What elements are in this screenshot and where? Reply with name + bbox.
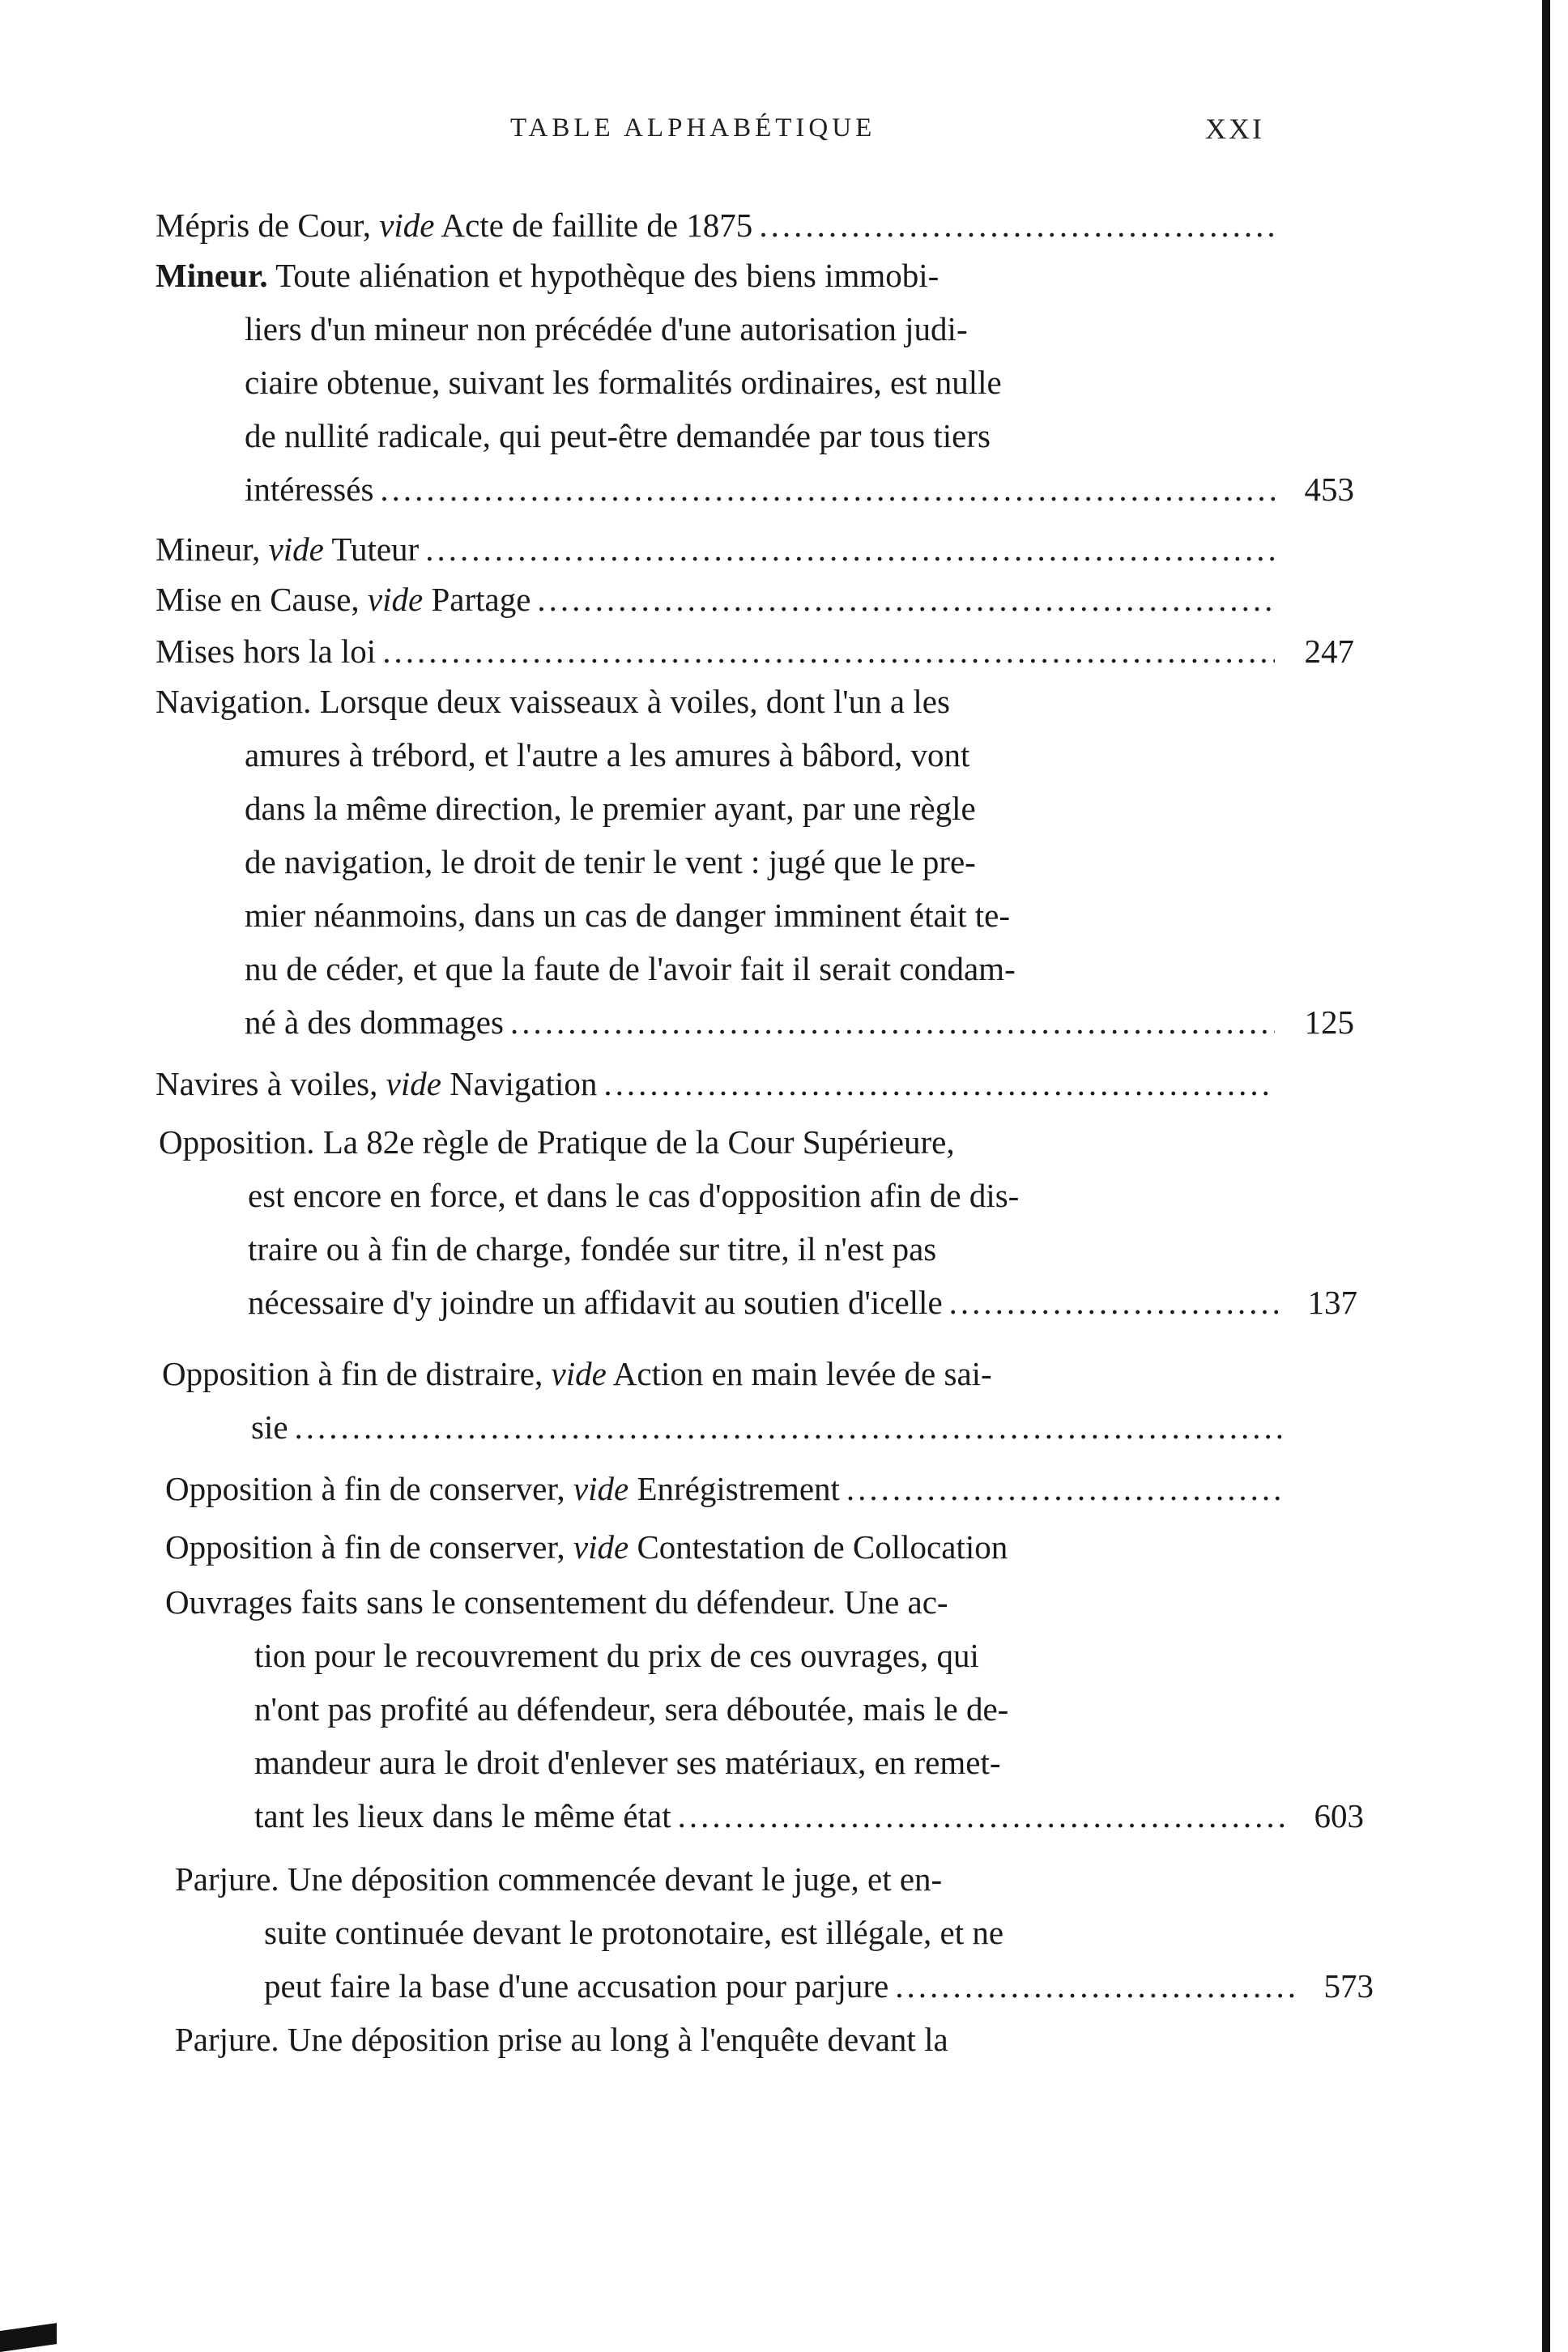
entry-text: Une déposition commencée devant le juge, et en- xyxy=(279,1860,943,1898)
entry-line xyxy=(156,1057,1354,1110)
dot-leader xyxy=(380,462,1275,516)
entry-text: Mineur, xyxy=(156,530,269,568)
entry-text: Contestation de Collocation xyxy=(628,1528,1008,1566)
entry-text: Mises hors la loi xyxy=(156,633,377,670)
index-entry xyxy=(156,198,1354,252)
entry-line xyxy=(162,1400,1361,1454)
entry-text: né à des dommages xyxy=(245,1003,504,1041)
dot-leader xyxy=(382,624,1275,678)
entry-line: dans la même direction, le premier ayant, par une règle xyxy=(245,790,976,827)
vide-reference: vide xyxy=(367,581,424,618)
entry-line: est encore en force, et dans le cas d'opposition afin de dis- xyxy=(248,1177,1020,1214)
index-entry xyxy=(156,573,1354,626)
entry-text: Action en main levée de sai- xyxy=(606,1355,992,1392)
entry-text: Navigation xyxy=(441,1065,598,1102)
entry-heading: Parjure. xyxy=(175,1860,279,1898)
entry-text: Une ac- xyxy=(835,1583,948,1621)
dot-leader xyxy=(537,573,1275,626)
entry-heading: Ouvrages faits sans le consentement du défendeur. xyxy=(165,1583,836,1621)
entry-line: de nullité radicale, qui peut-être demandée par tous tiers xyxy=(245,417,991,454)
dot-leader xyxy=(678,1789,1285,1843)
entry-line: mandeur aura le droit d'enlever ses matériaux, en remet- xyxy=(254,1744,1001,1781)
index-entry xyxy=(156,675,1354,1049)
entry-page-number: 573 xyxy=(1323,1967,1374,2005)
entry-line xyxy=(159,1115,1357,1169)
entry-page-number: 453 xyxy=(1304,471,1354,508)
index-entry xyxy=(162,1347,1361,1454)
entry-text: Mise en Cause, xyxy=(156,581,368,618)
dot-leader xyxy=(846,1462,1285,1515)
entry-text: Une déposition prise au long à l'enquête devant la xyxy=(279,2021,948,2058)
dot-leader xyxy=(949,1276,1278,1329)
entry-line xyxy=(175,1959,1374,2013)
entry-text: Mépris de Cour, xyxy=(156,207,380,244)
entry-text: intéressés xyxy=(245,471,374,508)
entry-page-number: 603 xyxy=(1314,1797,1364,1834)
page-header xyxy=(0,113,1568,162)
entry-line: traire ou à fin de charge, fondée sur titre, il n'est pas xyxy=(248,1230,937,1268)
entry-line xyxy=(175,2013,1374,2066)
entry-text: Opposition à fin de conserver, xyxy=(165,1470,573,1507)
entry-page-number: 247 xyxy=(1304,633,1354,670)
vide-reference: vide xyxy=(551,1355,607,1392)
entry-heading: Parjure. xyxy=(175,2021,279,2058)
entry-heading: Navigation. xyxy=(156,683,312,720)
entry-line: mier néanmoins, dans un cas de danger imminent était te- xyxy=(245,897,1010,934)
entry-text: Tuteur xyxy=(323,530,420,568)
entry-line: amures à trébord, et l'autre a les amures à bâbord, vont xyxy=(245,736,970,773)
entry-text: Lorsque deux vaisseaux à voiles, dont l'un a les xyxy=(311,683,950,720)
vide-reference: vide xyxy=(379,207,435,244)
scan-corner-mark xyxy=(0,2323,57,2352)
entry-line xyxy=(165,1575,1364,1629)
index-entry xyxy=(156,249,1354,516)
entry-heading: Opposition. xyxy=(159,1123,315,1161)
entry-line xyxy=(156,522,1354,576)
entry-text: Opposition à fin de conserver, xyxy=(165,1528,573,1566)
entry-line xyxy=(165,1462,1364,1515)
vide-reference: vide xyxy=(268,530,324,568)
index-entry xyxy=(165,1462,1364,1515)
entry-text: Partage xyxy=(423,581,531,618)
entry-line xyxy=(156,249,1354,302)
dot-leader xyxy=(510,995,1275,1049)
entry-line: liers d'un mineur non précédée d'une autorisation judi- xyxy=(245,310,968,347)
entry-line xyxy=(175,1852,1374,1906)
index-entry xyxy=(165,1575,1364,1843)
entry-line: suite continuée devant le protonotaire, est illégale, et ne xyxy=(264,1914,1004,1951)
dot-leader xyxy=(603,1057,1275,1110)
entry-text: nécessaire d'y joindre un affidavit au soutien d'icelle xyxy=(248,1284,943,1321)
dot-leader xyxy=(895,1959,1294,2013)
dot-leader xyxy=(425,522,1275,576)
entry-text: tant les lieux dans le même état xyxy=(254,1797,671,1834)
entry-line: ciaire obtenue, suivant les formalités ordinaires, est nulle xyxy=(245,364,1002,401)
entry-line: de navigation, le droit de tenir le vent : jugé que le pre- xyxy=(245,843,976,880)
entry-text: Opposition à fin de distraire, xyxy=(162,1355,552,1392)
index-entry xyxy=(156,624,1354,678)
entry-line xyxy=(156,675,1354,728)
entry-line xyxy=(156,198,1354,252)
entry-line xyxy=(156,995,1354,1049)
entry-text: Enrégistrement xyxy=(628,1470,840,1507)
page-number: XXI xyxy=(1205,113,1264,145)
entry-line: n'ont pas profité au défendeur, sera déboutée, mais le de- xyxy=(254,1690,1009,1728)
vide-reference: vide xyxy=(573,1470,629,1507)
entry-line xyxy=(165,1520,1364,1574)
index-entry xyxy=(165,1520,1364,1574)
index-entry xyxy=(175,1852,1374,2013)
entry-text: Acte de faillite de 1875 xyxy=(434,207,753,244)
dot-leader xyxy=(295,1400,1281,1454)
entry-line: nu de céder, et que la faute de l'avoir fait il serait condam- xyxy=(245,950,1016,987)
entry-line xyxy=(156,462,1354,516)
scan-edge-mark xyxy=(1542,0,1550,2352)
index-entry xyxy=(175,2013,1374,2066)
entry-line xyxy=(165,1789,1364,1843)
index-entry xyxy=(159,1115,1357,1329)
entry-text: Navires à voiles, xyxy=(156,1065,386,1102)
running-title: TABLE ALPHABÉTIQUE xyxy=(510,113,876,143)
entry-line xyxy=(159,1276,1357,1329)
entry-text: La 82e règle de Pratique de la Cour Supérieure, xyxy=(314,1123,955,1161)
vide-reference: vide xyxy=(386,1065,441,1102)
entry-line xyxy=(162,1347,1361,1400)
entry-text: sie xyxy=(251,1408,288,1446)
entry-text: Toute aliénation et hypothèque des biens immobi- xyxy=(267,257,940,294)
entry-line xyxy=(156,624,1354,678)
index-entry xyxy=(156,1057,1354,1110)
entry-page-number: 137 xyxy=(1307,1284,1357,1321)
entry-text: peut faire la base d'une accusation pour parjure xyxy=(264,1967,889,2005)
entry-page-number: 125 xyxy=(1304,1003,1354,1041)
vide-reference: vide xyxy=(573,1528,629,1566)
dot-leader xyxy=(759,198,1275,252)
index-entry xyxy=(156,522,1354,576)
entry-line xyxy=(156,573,1354,626)
entry-heading: Mineur. xyxy=(156,257,268,294)
entry-line: tion pour le recouvrement du prix de ces ouvrages, qui xyxy=(254,1637,979,1674)
